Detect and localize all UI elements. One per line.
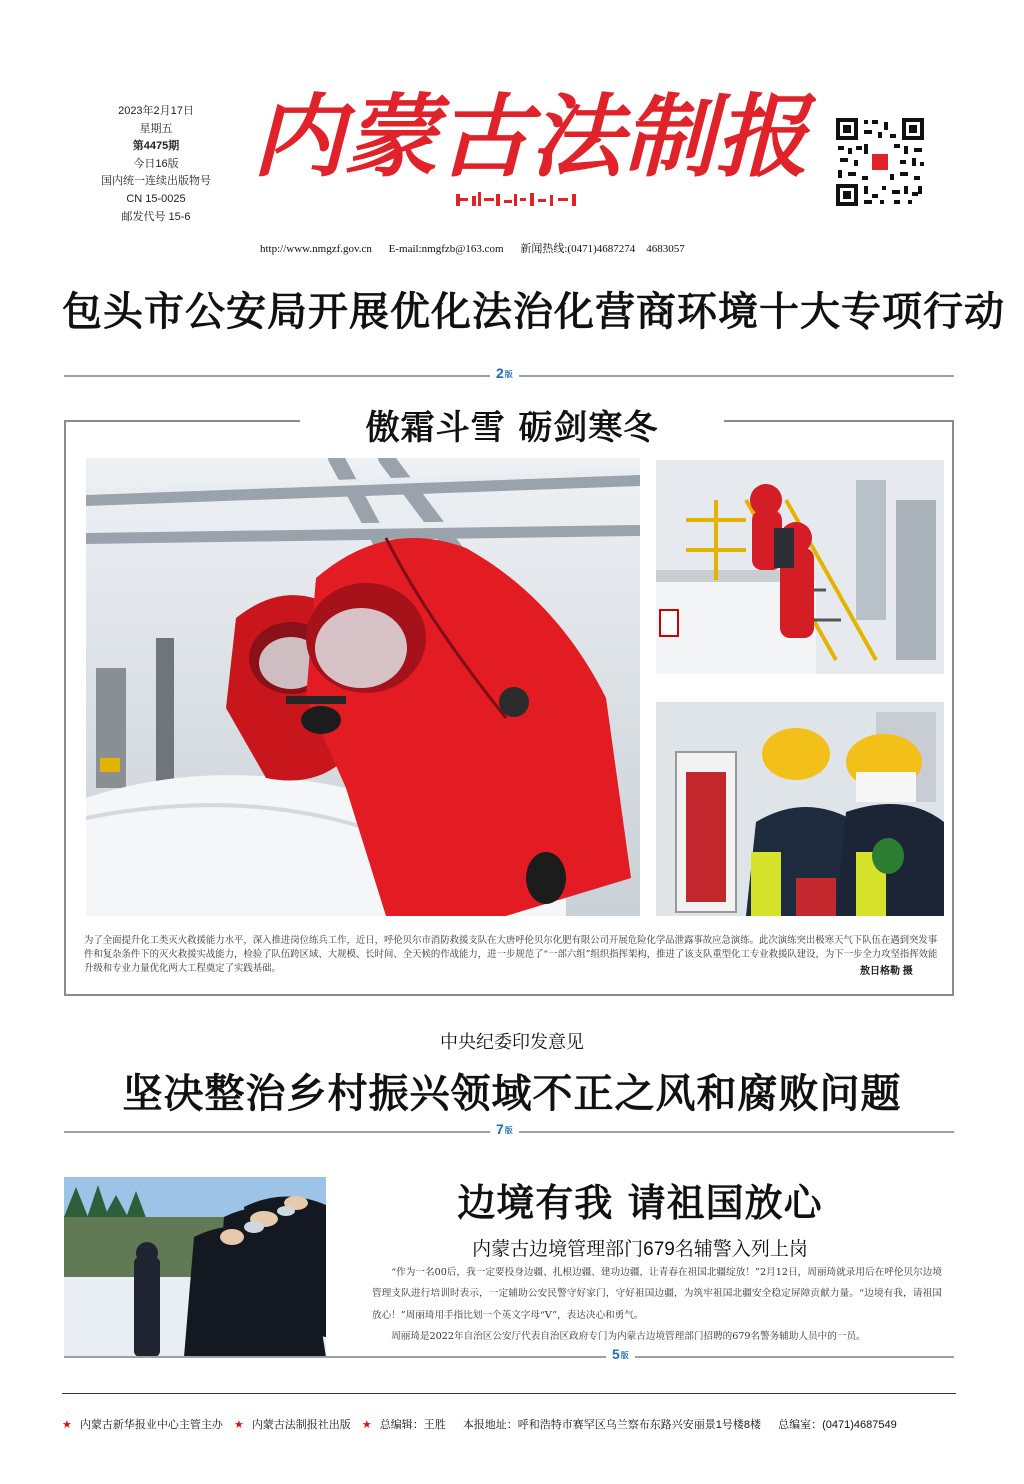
body-story-3 [372,1262,942,1347]
photo-stairs-rescue [656,460,944,674]
website-link[interactable]: http://www.nmgzf.gov.cn [260,243,372,255]
body-paragraph: “作为一名00后，我一定要投身边疆、扎根边疆、建功边疆，让青春在祖国北疆绽放！”2月12日，周丽琦就录用后在呼伦贝尔边境管理支队进行培训时表示，一定辅助公安民警守好家门，守好祖国边疆，为筑牢祖国北疆安全稳定屏障贡献力量。“边境有我，请祖国放心！”周丽琦用手指比划一个英文字母“V”，表达决心和勇气。 [372,1267,942,1321]
cn-number: CN 15-0025 [126,192,186,205]
news-hotline: 新闻热线:(0471)4687274 4683057 [520,243,685,255]
footer-editor: 总编辑：王胜 [379,1419,446,1431]
body-paragraph: 周丽琦是2022年自治区公安厅代表自治区政府专门为内蒙古边境管理部门招聘的679名警务辅助人员中的一员。 [391,1330,866,1342]
kicker-story-2: 中央纪委印发意见 [440,1032,584,1052]
headline-story-3[interactable]: 边境有我 请祖国放心 [457,1180,823,1225]
photo-credit: 敖日格勒 摄 [860,966,913,977]
email-link[interactable]: E-mail:nmgfzb@163.com [388,243,504,255]
headline-story-2[interactable]: 坚决整治乡村振兴领域不正之风和腐败问题 [122,1070,902,1117]
photo-hazmat-firefighters [86,458,640,916]
photo-caption: 为了全面提升化工类灭火救援能力水平，深入推进岗位练兵工作，近日，呼伦贝尔市消防救援支队在大唐呼伦贝尔化肥有限公司开展危险化学品泄露事故应急演练。此次演练突出极寒天气下队伍在遇到突发事件和复杂条件下的灭火救援实战能力，检验了队伍跨区域、大规模、长时间、全天候的作战能力，进一步规范了“一部六组”组织指挥架构，推进了该支队重型化工专业救援队建设，为下一步全力攻坚指挥效能升级和专业力量优化两大工程奠定了实践基础。 [84,935,938,974]
page-count: 今日16版 [133,157,179,170]
footer [62,1416,956,1432]
photo-auxiliary-police [64,1177,326,1357]
issue-weekday: 星期五 [139,122,173,135]
issue-number: 第4475期 [132,140,180,153]
footer-editorial-phone: 总编室：(0471)4687549 [778,1419,897,1431]
logo-text: 内蒙古法制报 [252,84,816,190]
page-ref-suffix: 版 [504,1126,513,1135]
divider-rule [64,1356,954,1358]
subhead-story-3: 内蒙古边境管理部门679名辅警入列上岗 [472,1239,808,1260]
page-ref-story-3[interactable] [606,1346,635,1362]
page-ref-number: 2 [496,365,504,381]
headline-story-1[interactable]: 包头市公安局开展优化法治化营商环境十大专项行动 [62,288,1005,335]
star-icon: ★ [361,1419,372,1431]
qr-code-icon [834,116,926,208]
postal-code: 邮发代号 15-6 [121,210,191,223]
footer-publisher: 内蒙古法制报社出版 [251,1419,351,1431]
newspaper-logo [246,78,816,206]
photo-feature-title: 傲霜斗雪 砺剑寒冬 [300,400,724,449]
page-ref-number: 7 [496,1121,504,1137]
page-ref-suffix: 版 [620,1351,629,1360]
page-ref-story-1[interactable] [490,365,519,381]
footer-rule [62,1393,956,1394]
star-icon: ★ [233,1419,244,1431]
page-ref-suffix: 版 [504,370,513,379]
footer-address: 本报地址：呼和浩特市赛罕区乌兰察布东路兴安丽景1号楼8楼 [462,1419,762,1431]
serial-label: 国内统一连续出版物号 [101,175,211,188]
contact-line [260,240,699,256]
page-ref-number: 5 [612,1346,620,1362]
page-ref-story-2[interactable] [490,1121,519,1137]
issue-date: 2023年2月17日 [118,105,194,117]
issue-info [96,103,216,226]
footer-sponsor: 内蒙古新华报业中心主管主办 [79,1419,223,1431]
star-icon: ★ [62,1419,72,1431]
photo-helmet-firefighters [656,702,944,916]
